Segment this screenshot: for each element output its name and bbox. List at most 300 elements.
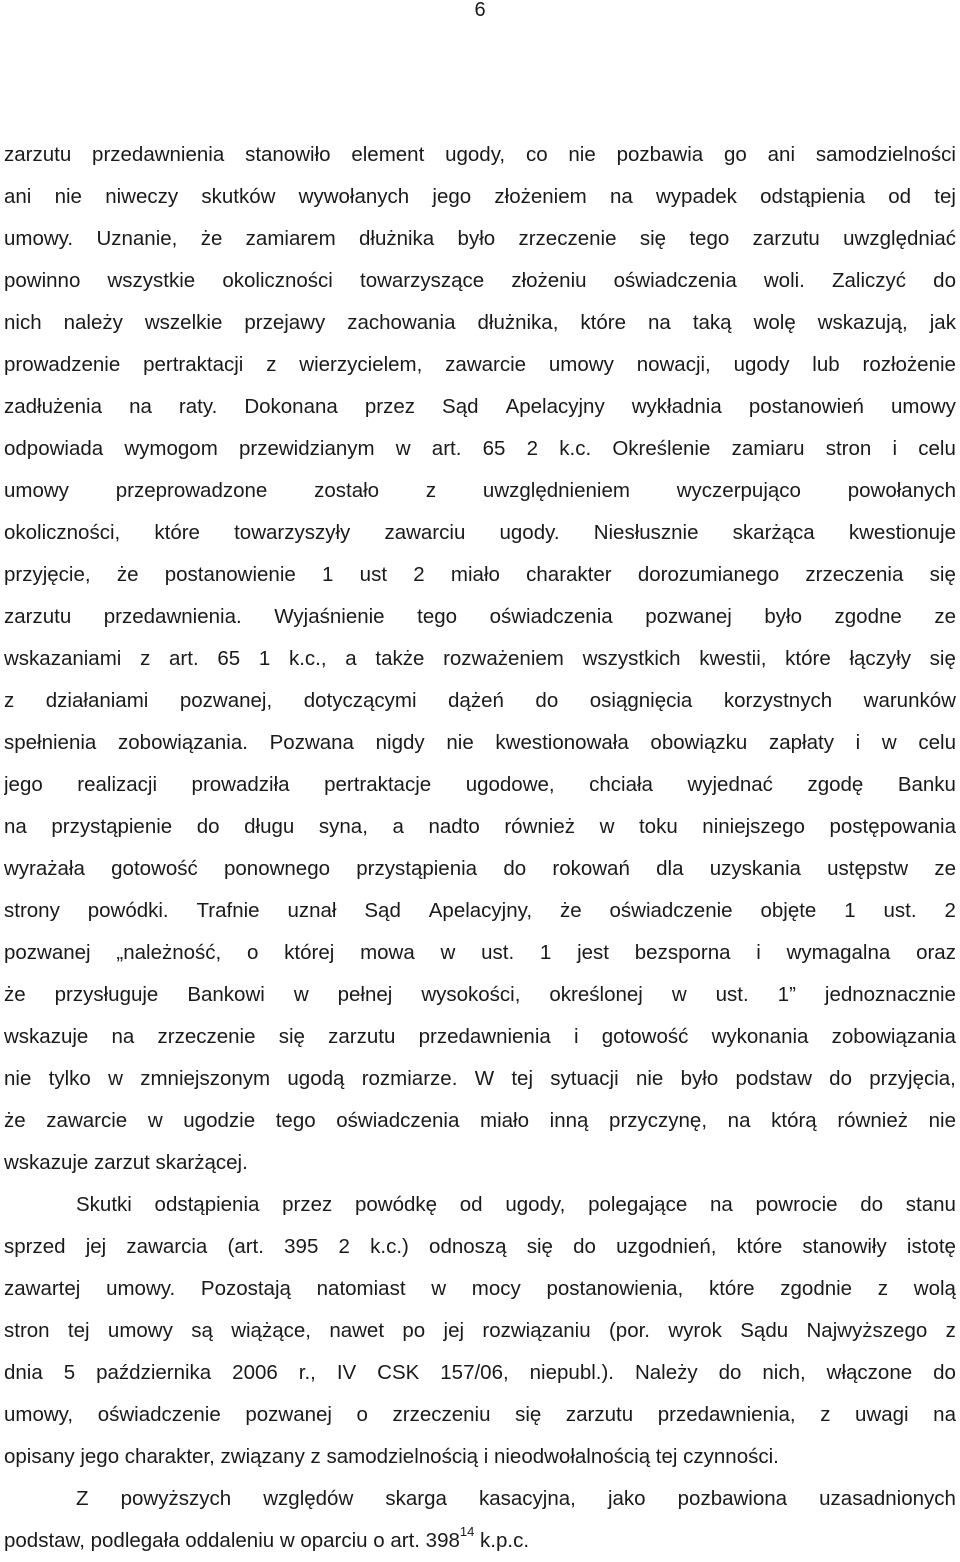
word: ze	[934, 605, 956, 628]
word: włączone	[826, 1361, 913, 1384]
word: obowiązku	[650, 731, 748, 754]
word: na	[129, 395, 152, 418]
word: skarżąca	[732, 521, 815, 544]
word: zobowiązania	[831, 1025, 956, 1048]
word: objęte	[760, 899, 817, 922]
word: o	[356, 1403, 368, 1426]
word: tej	[67, 1319, 90, 1342]
word: pertraktacji	[143, 353, 244, 376]
word: postanowień	[748, 395, 864, 418]
word: względów	[263, 1487, 354, 1510]
word: wypadek	[655, 185, 737, 208]
word: sprzed	[4, 1235, 66, 1258]
word: z	[945, 1319, 956, 1342]
text-line	[4, 722, 956, 764]
word: tylko	[48, 1067, 91, 1090]
word: warunków	[863, 689, 956, 712]
word: Zaliczyć	[832, 269, 907, 292]
word: wiążące,	[231, 1319, 311, 1342]
word: okoliczności,	[4, 521, 121, 544]
word: pozbawiona	[677, 1487, 788, 1510]
word: wolę	[753, 311, 796, 334]
word: nie	[54, 185, 82, 208]
word: kwestionuje	[848, 521, 956, 544]
word: wierzycielem,	[299, 353, 423, 376]
word: r.,	[298, 1361, 316, 1384]
word: zarzutu	[4, 605, 72, 628]
word: które	[785, 647, 831, 670]
word: Apelacyjny	[505, 395, 605, 418]
word: z	[140, 647, 151, 670]
word: kwestionowała	[495, 731, 629, 754]
paragraph-first-line	[76, 1478, 956, 1520]
word: wysokości,	[421, 983, 521, 1006]
word: zarzutu	[752, 227, 820, 250]
word: dla	[656, 857, 684, 880]
word: 1	[322, 563, 334, 586]
word: CSK	[377, 1361, 420, 1384]
word: wolą	[913, 1277, 956, 1300]
text-line	[4, 638, 956, 680]
word: się	[515, 1403, 542, 1426]
word: które	[708, 1277, 755, 1300]
word: jest	[577, 941, 609, 964]
word: od	[459, 1193, 483, 1216]
word: tego	[275, 1109, 316, 1132]
word: do	[860, 1193, 884, 1216]
word: wszystkie	[107, 269, 196, 292]
word: jego	[4, 773, 43, 796]
word: oświadczenie	[609, 899, 733, 922]
word: w	[440, 941, 456, 964]
text-line	[4, 386, 956, 428]
word: długu	[244, 815, 295, 838]
word: przewidzianym	[239, 437, 375, 460]
word: zawartej	[4, 1277, 81, 1300]
word: nigdy	[375, 731, 425, 754]
word: złożeniem	[494, 185, 587, 208]
word: przez	[364, 395, 415, 418]
word: tej	[934, 185, 956, 208]
word: odstąpienia	[760, 185, 866, 208]
word: stron	[825, 437, 872, 460]
word: polegające	[588, 1193, 688, 1216]
word: postępowania	[829, 815, 956, 838]
word: rozwiązaniu	[482, 1319, 591, 1342]
word: nadto	[428, 815, 480, 838]
word: wykonania	[711, 1025, 809, 1048]
word: chciała	[589, 773, 653, 796]
word: Bankowi	[187, 983, 265, 1006]
word: ugodzie	[183, 1109, 256, 1132]
word: które	[580, 311, 626, 334]
word: sytuacji	[550, 1067, 619, 1090]
page-number: 6	[474, 0, 486, 21]
word: powinno	[4, 269, 81, 292]
word: z	[266, 353, 277, 376]
word: przyjęcia,	[869, 1067, 956, 1090]
text-line	[4, 554, 956, 596]
word: działaniami	[45, 689, 149, 712]
word: jak	[929, 311, 956, 334]
word: samodzielności	[815, 143, 956, 166]
word: na	[709, 1193, 733, 1216]
word: są	[191, 1319, 213, 1342]
text-line	[4, 932, 956, 974]
word: w	[147, 1109, 163, 1132]
word: k.c.	[559, 437, 592, 460]
word: inną	[549, 1109, 589, 1132]
word: ust	[359, 563, 388, 586]
word: do	[933, 1361, 956, 1384]
word: 2	[944, 899, 956, 922]
word: wszelkie	[144, 311, 223, 334]
word: z	[877, 1277, 889, 1300]
word: korzystnych	[723, 689, 833, 712]
word: zamiaru	[731, 437, 805, 460]
word: się	[526, 1235, 553, 1258]
word: również	[504, 815, 575, 838]
text-line	[4, 1100, 956, 1142]
word: przez	[282, 1193, 333, 1216]
word: rozmiarze.	[361, 1067, 458, 1090]
word: a	[392, 815, 404, 838]
word: Należy	[634, 1361, 698, 1384]
word: oraz	[916, 941, 956, 964]
word: uzyskania	[709, 857, 801, 880]
word: syna,	[318, 815, 368, 838]
word: stanowiły	[802, 1235, 887, 1258]
word: zawarcie	[46, 1109, 128, 1132]
word: na	[111, 1025, 135, 1048]
word: oświadczenia	[613, 269, 737, 292]
word: wyczerpująco	[676, 479, 801, 502]
text-line: opisany jego charakter, związany z samodzielnością i nieodwołalnością tej czynności.	[4, 1445, 779, 1468]
word: zarzutu	[4, 143, 72, 166]
word: wyrok	[668, 1319, 722, 1342]
word: przystąpienia	[356, 857, 478, 880]
word: się	[929, 563, 956, 586]
word: do	[573, 1235, 596, 1258]
text-line	[4, 1268, 956, 1310]
word: k.c.,	[288, 647, 327, 670]
word: na	[609, 185, 633, 208]
word: nich,	[762, 1361, 806, 1384]
word: 157/06,	[440, 1361, 509, 1384]
word: zrzeczenia	[805, 563, 904, 586]
word: Banku	[897, 773, 956, 796]
word: zgodę	[807, 773, 864, 796]
word: celu	[918, 731, 956, 754]
word: przedawnienia,	[657, 1403, 796, 1426]
word: przeprowadzone	[115, 479, 268, 502]
word: pozbawia	[616, 143, 704, 166]
word: na	[4, 815, 27, 838]
word: dotyczącymi	[303, 689, 417, 712]
word: przystąpienie	[51, 815, 173, 838]
word: uzgodnień,	[616, 1235, 717, 1258]
word: pertraktacje	[324, 773, 432, 796]
word: umowy	[548, 353, 614, 376]
word: od	[888, 185, 912, 208]
word: nie	[4, 1067, 32, 1090]
word: k.c.)	[370, 1235, 409, 1258]
word: w	[881, 731, 897, 754]
word: i	[855, 731, 861, 754]
word: do	[503, 857, 527, 880]
word: kwestii,	[699, 647, 767, 670]
word: w	[431, 1277, 447, 1300]
word: wyrażała	[4, 857, 85, 880]
word: Uznanie,	[96, 227, 178, 250]
word: Skutki	[76, 1193, 132, 1216]
word: 65	[217, 647, 241, 670]
word: Niesłusznie	[593, 521, 699, 544]
word: charakter	[526, 563, 612, 586]
paragraph-first-line	[76, 1184, 956, 1226]
word: niweczy	[105, 185, 179, 208]
word: ugody	[733, 353, 790, 376]
word: umowy	[4, 479, 69, 502]
word: jej	[85, 1235, 107, 1258]
word: zarzutu	[565, 1403, 634, 1426]
word: tego	[689, 227, 730, 250]
word: uznał	[287, 899, 337, 922]
word: ani	[767, 143, 795, 166]
text-line	[4, 260, 956, 302]
word: miało	[450, 563, 500, 586]
word: 2	[338, 1235, 350, 1258]
word: taką	[692, 311, 732, 334]
word: było	[680, 1067, 719, 1090]
word: ze	[934, 857, 956, 880]
text-line	[4, 1352, 956, 1394]
text-line	[4, 1310, 956, 1352]
word: prowadzenie	[4, 353, 121, 376]
word: października	[96, 1361, 212, 1384]
word: Sądu	[740, 1319, 789, 1342]
word: rozważeniem	[443, 647, 564, 670]
word: zrzeczenie	[157, 1025, 256, 1048]
word: ust.	[715, 983, 749, 1006]
word: Dokonana	[244, 395, 338, 418]
text-line	[4, 1226, 956, 1268]
word: art.	[431, 437, 462, 460]
word: przejawy	[244, 311, 326, 334]
word: jako	[607, 1487, 646, 1510]
word: w	[599, 815, 615, 838]
word: wywołanych	[298, 185, 410, 208]
word: art.	[169, 647, 199, 670]
word: zamiarem	[245, 227, 336, 250]
word: było	[764, 605, 802, 628]
word: uwzględniać	[843, 227, 956, 250]
text-line	[4, 470, 956, 512]
word: ugody,	[445, 143, 506, 166]
word: 1”	[777, 983, 796, 1006]
word: stanowiło	[245, 143, 331, 166]
text-line	[4, 344, 956, 386]
word: przedawnienia	[92, 143, 225, 166]
word: umowy	[107, 1319, 173, 1342]
word: z	[4, 689, 15, 712]
word: o	[247, 941, 259, 964]
text-line: wskazuje zarzut skarżącej.	[4, 1151, 248, 1174]
word: zapłaty	[768, 731, 834, 754]
word: do	[196, 815, 220, 838]
text-line	[4, 1394, 956, 1436]
word: się	[639, 227, 667, 250]
word: gotowość	[601, 1025, 689, 1048]
word: zrzeczenie	[518, 227, 617, 250]
word: które	[736, 1235, 783, 1258]
word: ugodowe,	[465, 773, 555, 796]
word: skarga	[385, 1487, 447, 1510]
word: wymagalna	[786, 941, 891, 964]
text-fragment: podstaw, podlegała oddaleniu w oparciu o art. 398	[4, 1529, 460, 1552]
word: towarzyszyły	[234, 521, 351, 544]
word: natomiast	[316, 1277, 406, 1300]
word: miało	[480, 1109, 529, 1132]
word: przysługuje	[54, 983, 159, 1006]
text-line-last	[4, 1520, 956, 1562]
word: powyższych	[120, 1487, 232, 1510]
word: że	[116, 563, 139, 586]
word: mocy	[471, 1277, 521, 1300]
word: Wyjaśnienie	[274, 605, 385, 628]
word: W	[474, 1067, 495, 1090]
word: na	[933, 1403, 956, 1426]
word: umowy	[891, 395, 956, 418]
word: zgodnie	[780, 1277, 853, 1300]
word: powódkę	[355, 1193, 438, 1216]
word: z	[425, 479, 437, 502]
word: kasacyjna,	[478, 1487, 576, 1510]
word: podstaw	[735, 1067, 812, 1090]
word: 2006	[232, 1361, 278, 1384]
word: zawarciu	[384, 521, 466, 544]
word: powódki.	[87, 899, 169, 922]
word: pełnej	[337, 983, 393, 1006]
word: po	[402, 1319, 426, 1342]
word: i	[574, 1025, 579, 1048]
word: w	[293, 983, 309, 1006]
word: Pozwana	[269, 731, 354, 754]
word: umowy,	[4, 1403, 74, 1426]
word: przyczynę,	[609, 1109, 708, 1132]
word: powrocie	[755, 1193, 838, 1216]
word: ustępstw	[827, 857, 909, 880]
word: w	[108, 1067, 123, 1090]
text-line	[4, 680, 956, 722]
word: należy	[63, 311, 123, 334]
word: uwzględnieniem	[482, 479, 630, 502]
word: jej	[443, 1319, 465, 1342]
word: złożeniu	[511, 269, 587, 292]
word: że	[559, 899, 582, 922]
word: łączyły	[849, 647, 911, 670]
word: „należność,	[116, 941, 222, 964]
word: uzasadnionych	[819, 1487, 956, 1510]
word: Apelacyjny,	[428, 899, 533, 922]
word: gotowość	[111, 857, 198, 880]
superscript: 14	[459, 1524, 475, 1539]
word: i	[756, 941, 761, 964]
word: które	[154, 521, 200, 544]
word: również	[837, 1109, 908, 1132]
word: wszystkich	[582, 647, 681, 670]
word: ponownego	[224, 857, 331, 880]
word: że	[4, 983, 26, 1006]
word: ust.	[481, 941, 515, 964]
word: zawarcie	[445, 353, 527, 376]
word: Trafnie	[196, 899, 260, 922]
word: przyjęcie,	[4, 563, 91, 586]
word: na	[727, 1109, 751, 1132]
word: umowy.	[4, 227, 74, 250]
word: niepubl.).	[529, 1361, 614, 1384]
word: towarzyszące	[360, 269, 485, 292]
word: pozwanej,	[179, 689, 273, 712]
word: realizacji	[77, 773, 158, 796]
word: dłużnika,	[477, 311, 559, 334]
word: 5	[63, 1361, 76, 1384]
word: oświadczenia	[336, 1109, 460, 1132]
text-line	[4, 1016, 956, 1058]
word: do	[535, 689, 559, 712]
word: postanowienia,	[546, 1277, 684, 1300]
word: było	[457, 227, 496, 250]
word: woli.	[763, 269, 805, 292]
word: 2	[413, 563, 425, 586]
word: tego	[417, 605, 458, 628]
word: ugody,	[505, 1193, 566, 1216]
word: 1	[539, 941, 552, 964]
word: osiągnięcia	[589, 689, 693, 712]
word: raty.	[178, 395, 218, 418]
word: się	[929, 647, 956, 670]
word: zmniejszonym	[140, 1067, 271, 1090]
word: do	[718, 1361, 742, 1384]
word: w	[671, 983, 687, 1006]
word: zachowania	[347, 311, 456, 334]
word: także	[375, 647, 425, 670]
word: pozwanej	[645, 605, 732, 628]
word: toku	[638, 815, 678, 838]
text-line	[4, 806, 956, 848]
text-line	[4, 974, 956, 1016]
word: rozłożenie	[862, 353, 956, 376]
word: nie	[568, 143, 596, 166]
word: stron	[4, 1319, 50, 1342]
word: nowacji,	[636, 353, 711, 376]
word: wskazaniami	[4, 647, 122, 670]
word: oświadczenie	[97, 1403, 221, 1426]
text-line	[4, 218, 956, 260]
word: zostało	[314, 479, 380, 502]
word: spełnienia	[4, 731, 97, 754]
word: do	[933, 269, 956, 292]
word: zgodne	[834, 605, 902, 628]
word: mowa	[360, 941, 415, 964]
word: istotę	[906, 1235, 956, 1258]
word: przedawnienia	[418, 1025, 551, 1048]
word: wskazuje	[4, 1025, 89, 1048]
word: niniejszego	[702, 815, 805, 838]
word: 65	[482, 437, 506, 460]
word: 395	[284, 1235, 319, 1258]
word: do	[829, 1067, 852, 1090]
